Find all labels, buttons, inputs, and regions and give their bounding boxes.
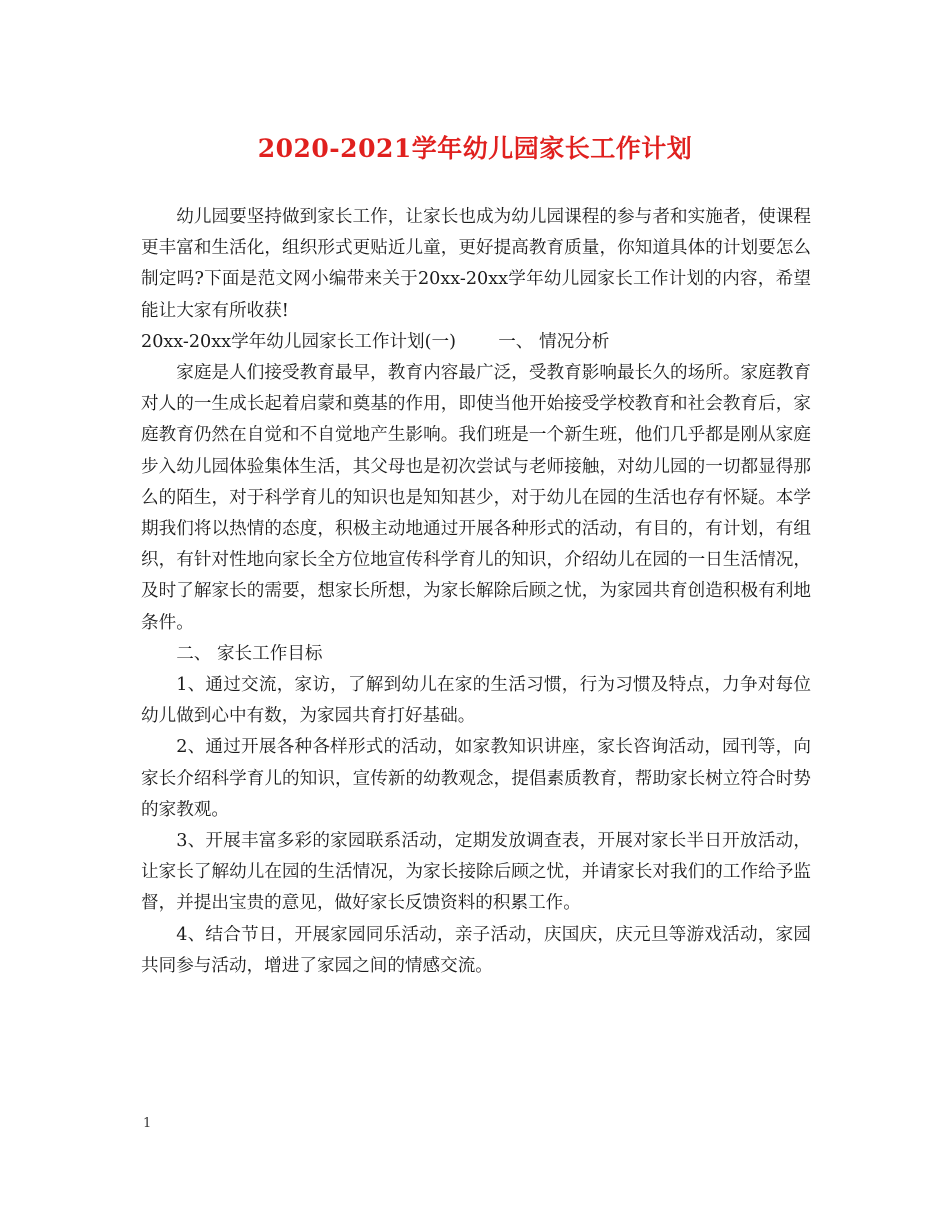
page-number: 1 (143, 1116, 152, 1131)
goal-item-3: 3、开展丰富多彩的家园联系活动，定期发放调查表，开展对家长半日开放活动，让家长了解幼儿在园的生活情况，为家长接除后顾之忧，并请家长对我们的工作给予监督，并提出宝贵的意见，做好家长反馈资料的积累工作。 (141, 831, 811, 914)
goal-item-1: 1、通过交流，家访，了解到幼儿在家的生活习惯，行为习惯及特点，力争对每位幼儿做到心中有数，为家园共育打好基础。 (141, 675, 811, 727)
section-2-heading: 二、 家长工作目标 (176, 643, 323, 664)
document-title: 2020-2021学年幼儿园家长工作计划 (257, 134, 693, 163)
plan-heading: 20xx-20xx学年幼儿园家长工作计划(一) (141, 331, 456, 352)
intro-paragraph: 幼儿园要坚持做到家长工作，让家长也成为幼儿园课程的参与者和实施者，使课程更丰富和生活化，组织形式更贴近儿童，更好提高教育质量，你知道具体的计划要怎么制定吗?下面是范文网小编带来关于20xx-20xx学年幼儿园家长工作计划的内容，希望能让大家有所收获! (141, 207, 811, 321)
goal-item-4: 4、结合节日，开展家园同乐活动，亲子活动，庆国庆，庆元旦等游戏活动，家园共同参与活动，增进了家园之间的情感交流。 (141, 924, 811, 976)
section-1-paragraph: 家庭是人们接受教育最早，教育内容最广泛，受教育影响最长久的场所。家庭教育对人的一生成长起着启蒙和奠基的作用，即使当他开始接受学校教育和社会教育后，家庭教育仍然在自觉和不自觉地产生影响。我们班是一个新生班，他们几乎都是刚从家庭步入幼儿园体验集体生活，其父母也是初次尝试与老师接触，对幼儿园的一切都显得那么的陌生，对于科学育儿的知识也是知知甚少，对于幼儿在园的生活也存有怀疑。本学期我们将以热情的态度，积极主动地通过开展各种形式的活动，有目的，有计划，有组织，有针对性地向家长全方位地宣传科学育儿的知识，介绍幼儿在园的一日生活情况，及时了解家长的需要，想家长所想，为家长解除后顾之忧，为家园共育创造积极有利地条件。 (141, 363, 811, 633)
section-1-heading: 一、 情况分析 (498, 331, 610, 352)
goal-item-2: 2、通过开展各种各样形式的活动，如家教知识讲座，家长咨询活动，园刊等，向家长介绍科学育儿的知识，宣传新的幼教观念，提倡素质教育，帮助家长树立符合时势的家教观。 (141, 737, 811, 820)
plan-heading-line (141, 327, 811, 358)
document-body (141, 202, 811, 982)
